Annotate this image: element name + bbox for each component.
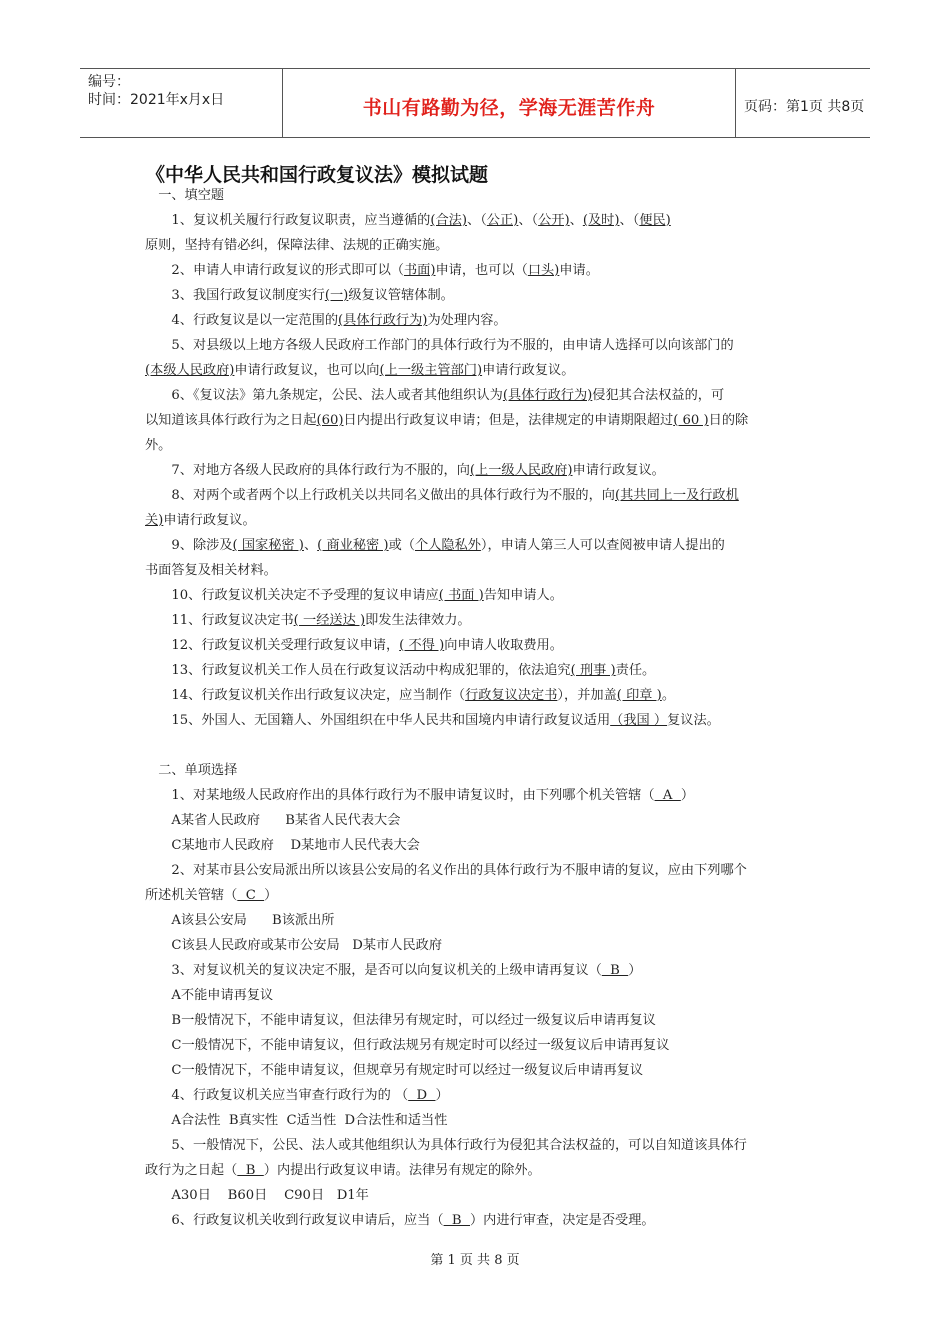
text-line xyxy=(145,333,805,358)
text-segment: 书面答复及相关材料。 xyxy=(145,563,277,578)
page-label: 页码：第1页 共8页 xyxy=(744,99,865,115)
text-line xyxy=(145,483,805,508)
text-line xyxy=(145,383,805,408)
text-segment: 申请。 xyxy=(559,263,599,278)
text-line xyxy=(145,258,805,283)
text-line xyxy=(145,933,805,958)
text-segment: 。 xyxy=(661,688,676,703)
answer-blank: (合法) xyxy=(430,213,468,228)
text-segment: 4、行政复议机关应当审查行政行为的 （ xyxy=(171,1088,409,1103)
number-label: 编号： xyxy=(88,74,130,90)
text-segment: A该县公安局 B该派出所 xyxy=(171,913,335,928)
text-line xyxy=(145,908,805,933)
header-motto-cell xyxy=(282,69,736,137)
text-segment: 、（ xyxy=(467,213,487,228)
answer-blank: D xyxy=(408,1088,436,1103)
answer-blank: ( 60 ) xyxy=(673,413,709,428)
answer-blank: (其共同上一及行政机 xyxy=(614,488,739,503)
text-segment: 5、对县级以上地方各级人民政府工作部门的具体行政行为不服的，由申请人选择可以向该部门的 xyxy=(171,338,734,353)
answer-blank: (60) xyxy=(316,413,344,428)
text-line xyxy=(145,658,805,683)
text-segment: 向申请人收取费用。 xyxy=(444,638,563,653)
answer-blank: ( 印章 ) xyxy=(616,688,662,703)
text-segment: A不能申请再复议 xyxy=(171,988,274,1003)
text-segment: 14、行政复议机关作出行政复议决定，应当制作（ xyxy=(171,688,466,703)
text-segment: 15、外国人、无国籍人、外国组织在中华人民共和国境内申请行政复议适用 xyxy=(171,713,611,728)
text-line xyxy=(145,233,805,258)
text-segment: ） xyxy=(264,888,278,903)
text-segment: 9、除涉及 xyxy=(171,538,233,553)
text-segment: 日内提出行政复议申请；但是，法律规定的申请期限超过 xyxy=(343,413,674,428)
header-table xyxy=(80,68,870,138)
text-segment: 5、一般情况下，公民、法人或其他组织认为具体行政行为侵犯其合法权益的，可以自知道该具体行 xyxy=(171,1138,747,1153)
answer-blank: ( 商业秘密 ) xyxy=(317,538,389,553)
text-segment: 级复议管辖体制。 xyxy=(348,288,454,303)
text-segment: A某省人民政府 B某省人民代表大会 xyxy=(171,813,401,828)
text-line xyxy=(145,808,805,833)
text-line xyxy=(145,458,805,483)
text-segment: 、 xyxy=(569,213,583,228)
answer-blank: 便民) xyxy=(639,213,671,228)
text-segment: 申请行政复议。 xyxy=(572,463,665,478)
text-segment: 申请，也可以（ xyxy=(435,263,528,278)
text-line xyxy=(145,1158,805,1183)
answer-blank: (上一级人民政府) xyxy=(469,463,573,478)
text-line xyxy=(145,1133,805,1158)
text-line xyxy=(145,1083,805,1108)
text-segment: 、（ xyxy=(619,213,640,228)
document-body xyxy=(145,183,805,1233)
text-segment: 7、对地方各级人民政府的具体行政行为不服的，向 xyxy=(171,463,470,478)
answer-blank: 行政复议决定书 xyxy=(465,688,558,703)
document-title: 《中华人民共和国行政复议法》模拟试题 xyxy=(146,164,489,186)
text-segment: A合法性 B真实性 C适当性 D合法性和适当性 xyxy=(171,1113,448,1128)
text-segment: 4、行政复议是以一定范围的 xyxy=(171,313,339,328)
answer-blank: （我国 ） xyxy=(610,713,668,728)
text-segment: ） xyxy=(680,788,695,803)
answer-blank: B xyxy=(443,1213,470,1228)
answer-blank: ( 书面 ) xyxy=(438,588,484,603)
answer-blank: ( 刑事 ) xyxy=(570,663,616,678)
text-segment: 二、单项选择 xyxy=(158,763,238,778)
text-line xyxy=(145,283,805,308)
text-segment: 告知申请人。 xyxy=(483,588,563,603)
answer-blank: 个人隐私外 xyxy=(414,538,481,553)
text-line xyxy=(145,833,805,858)
answer-blank: B xyxy=(237,1163,264,1178)
answer-blank: (一) xyxy=(324,288,349,303)
text-line xyxy=(145,1008,805,1033)
text-segment: 为处理内容。 xyxy=(427,313,507,328)
text-line xyxy=(145,983,805,1008)
text-segment: 3、我国行政复议制度实行 xyxy=(171,288,325,303)
text-segment: 原则，坚持有错必纠，保障法律、法规的正确实施。 xyxy=(145,238,449,253)
text-line xyxy=(145,1208,805,1233)
answer-blank: (本级人民政府) xyxy=(145,363,235,378)
section-heading xyxy=(145,758,805,783)
text-line xyxy=(145,308,805,333)
text-segment: 政行为之日起（ xyxy=(145,1163,238,1178)
text-line xyxy=(145,783,805,808)
text-line xyxy=(145,858,805,883)
text-segment: 责任。 xyxy=(615,663,656,678)
text-segment: 11、行政复议决定书 xyxy=(171,613,294,628)
text-line xyxy=(145,508,805,533)
motto: 书山有路勤为径，学海无涯苦作舟 xyxy=(362,97,656,119)
text-line xyxy=(145,408,805,433)
answer-blank: ( 不得 ) xyxy=(399,638,445,653)
text-segment: 日的除 xyxy=(708,413,749,428)
text-line xyxy=(145,558,805,583)
text-segment: A30日 B60日 C90日 D1年 xyxy=(171,1188,369,1203)
text-segment: C某地市人民政府 D某地市人民代表大会 xyxy=(171,838,420,853)
answer-blank: C xyxy=(237,888,265,903)
text-segment: ）内提出行政复议申请。法律另有规定的除外。 xyxy=(263,1163,541,1178)
text-segment: 即发生法律效力。 xyxy=(365,613,471,628)
text-line xyxy=(145,433,805,458)
text-line xyxy=(145,708,805,733)
text-segment: ）内进行审查，决定是否受理。 xyxy=(470,1213,655,1228)
text-line xyxy=(145,1183,805,1208)
text-segment: C该县人民政府或某市公安局 D某市人民政府 xyxy=(171,938,443,953)
text-line xyxy=(145,683,805,708)
text-segment: ） xyxy=(435,1088,449,1103)
text-segment: 3、对复议机关的复议决定不服，是否可以向复议机关的上级申请再复议（ xyxy=(171,963,602,978)
time-label: 时间：2021年x月x日 xyxy=(88,92,225,108)
header-meta-cell xyxy=(80,69,282,137)
blank-line xyxy=(145,733,805,758)
text-line xyxy=(145,633,805,658)
section-heading xyxy=(145,183,805,208)
text-segment: ），申请人第三人可以查阅被申请人提出的 xyxy=(480,538,725,553)
text-segment: ） xyxy=(628,963,642,978)
answer-blank: B xyxy=(601,963,629,978)
text-segment: 1、复议机关履行行政复议职责，应当遵循的 xyxy=(171,213,431,228)
text-line xyxy=(145,358,805,383)
text-segment: 、 xyxy=(303,538,318,553)
text-line xyxy=(145,608,805,633)
text-segment: 所述机关管辖（ xyxy=(145,888,238,903)
text-line xyxy=(145,533,805,558)
answer-blank: (及时) xyxy=(582,213,620,228)
text-segment: C一般情况下，不能申请复议，但规章另有规定时可以经过一级复议后申请再复议 xyxy=(171,1063,644,1078)
text-segment: C一般情况下，不能申请复议，但行政法规另有规定时可以经过一级复议后申请再复议 xyxy=(171,1038,670,1053)
text-segment: 外。 xyxy=(145,438,172,453)
text-segment: 2、申请人申请行政复议的形式即可以（ xyxy=(171,263,404,278)
text-segment: 6、《复议法》第九条规定，公民、法人或者其他组织认为 xyxy=(171,388,503,403)
text-line xyxy=(145,958,805,983)
answer-blank: 口头) xyxy=(527,263,560,278)
answer-blank: 书面) xyxy=(403,263,436,278)
text-segment: 13、行政复议机关工作人员在行政复议活动中构成犯罪的，依法追究 xyxy=(171,663,571,678)
text-line xyxy=(145,208,805,233)
text-segment: 10、行政复议机关决定不予受理的复议申请应 xyxy=(171,588,439,603)
text-segment: 2、对某市县公安局派出所以该县公安局的名义作出的具体行政行为不服申请的复议，应由下列哪个 xyxy=(171,863,747,878)
text-segment: B一般情况下，不能申请复议，但法律另有规定时，可以经过一级复议后申请再复议 xyxy=(171,1013,656,1028)
text-segment: ），并加盖 xyxy=(557,688,617,703)
text-segment: 申请行政复议。 xyxy=(163,513,256,528)
text-line xyxy=(145,1108,805,1133)
text-segment: 一、填空题 xyxy=(158,188,225,203)
answer-blank: ( 国家秘密 ) xyxy=(232,538,304,553)
text-line xyxy=(145,1033,805,1058)
page-footer: 第 1 页 共 8 页 xyxy=(430,1253,520,1268)
text-segment: 6、行政复议机关收到行政复议申请后，应当（ xyxy=(171,1213,444,1228)
answer-blank: A xyxy=(654,788,681,803)
text-segment: 8、对两个或者两个以上行政机关以共同名义做出的具体行政行为不服的，向 xyxy=(171,488,615,503)
text-line xyxy=(145,583,805,608)
text-segment: 或（ xyxy=(388,538,415,553)
answer-blank: 公正) xyxy=(486,213,519,228)
text-segment: 、（ xyxy=(518,213,539,228)
text-line xyxy=(145,1058,805,1083)
text-segment: 以知道该具体行政行为之日起 xyxy=(145,413,317,428)
text-line xyxy=(145,883,805,908)
answer-blank: ( 一经送达 ) xyxy=(293,613,366,628)
text-segment: 1、对某地级人民政府作出的具体行政行为不服申请复议时，由下列哪个机关管辖（ xyxy=(171,788,655,803)
header-page-cell xyxy=(736,69,870,137)
answer-blank: 公开) xyxy=(538,213,570,228)
text-segment: 侵犯其合法权益的，可 xyxy=(592,388,725,403)
answer-blank: (具体行政行为) xyxy=(502,388,593,403)
answer-blank: 关) xyxy=(145,513,164,528)
text-segment: 复议法。 xyxy=(667,713,720,728)
answer-blank: (上一级主管部门) xyxy=(379,363,483,378)
text-segment: 申请行政复议。 xyxy=(482,363,575,378)
text-segment: 12、行政复议机关受理行政复议申请， xyxy=(171,638,400,653)
text-segment: 申请行政复议，也可以向 xyxy=(234,363,380,378)
answer-blank: (具体行政行为) xyxy=(338,313,428,328)
